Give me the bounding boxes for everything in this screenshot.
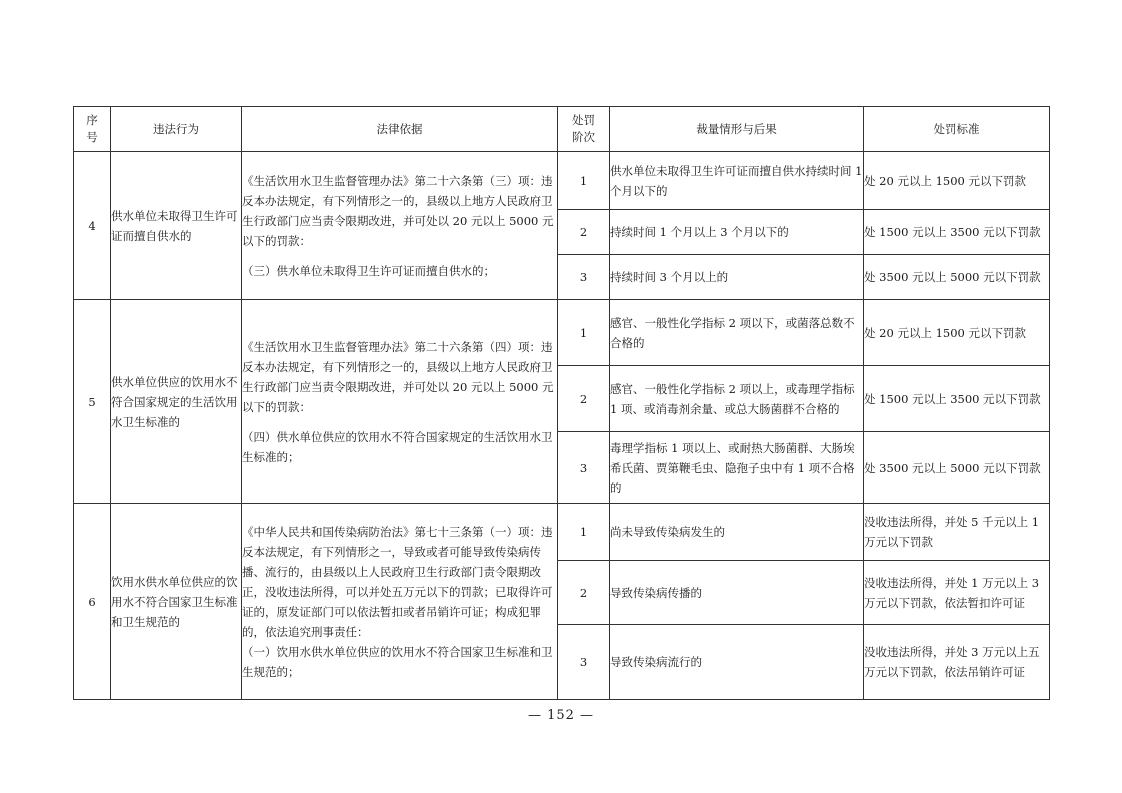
penalty-cell: 处 3500 元以上 5000 元以下罚款 [864, 255, 1050, 300]
penalty-cell: 处 20 元以上 1500 元以下罚款 [864, 152, 1050, 210]
penalty-cell: 没收违法所得，并处 1 万元以上 3 万元以下罚款，依法暂扣许可证 [864, 561, 1050, 625]
legal-basis-cell [242, 504, 558, 700]
circumstance-cell: 感官、一般性化学指标 2 项以下，或菌落总数不合格的 [610, 300, 864, 366]
circumstance-cell: 持续时间 3 个月以上的 [610, 255, 864, 300]
penalty-cell: 处 1500 元以上 3500 元以下罚款 [864, 210, 1050, 255]
header-level: 处罚阶次 [558, 107, 610, 152]
circumstance-cell: 导致传染病流行的 [610, 625, 864, 700]
circumstance-cell: 持续时间 1 个月以上 3 个月以下的 [610, 210, 864, 255]
legal-basis-cell [242, 152, 558, 300]
behavior-cell: 供水单位供应的饮用水不符合国家规定的生活饮用水卫生标准的 [111, 300, 242, 504]
behavior-cell: 饮用水供水单位供应的饮用水不符合国家卫生标准和卫生规范的 [111, 504, 242, 700]
penalty-cell: 处 20 元以上 1500 元以下罚款 [864, 300, 1050, 366]
legal-basis-item: （三）供水单位未取得卫生许可证而擅自供水的； [242, 263, 495, 278]
circumstance-cell: 感官、一般性化学指标 2 项以上，或毒理学指标 1 项、或消毒剂余量、或总大肠菌群不合格的 [610, 366, 864, 432]
level-cell: 3 [558, 255, 610, 300]
behavior-cell: 供水单位未取得卫生许可证而擅自供水的 [111, 152, 242, 300]
legal-basis-main: 《中华人民共和国传染病防治法》第七十三条第（一）项：违反本法规定，有下列情形之一，导致或者可能导致传染病传播、流行的，由县级以上人民政府卫生行政部门责令限期改正，没收违法所得，可以并处五万元以下的罚款；已取得许可证的，原发证部门可以依法暂扣或者吊销许可证；构成犯罪的，依法追究刑事责任： [242, 524, 553, 639]
seq-cell: 4 [74, 152, 111, 300]
penalty-cell: 处 1500 元以上 3500 元以下罚款 [864, 366, 1050, 432]
table-row [74, 300, 1050, 366]
penalty-cell: 没收违法所得，并处 5 千元以上 1 万元以下罚款 [864, 504, 1050, 561]
level-cell: 3 [558, 625, 610, 700]
legal-basis-main: 《生活饮用水卫生监督管理办法》第二十六条第（三）项：违反本办法规定，有下列情形之一的，县级以上地方人民政府卫生行政部门应当责令限期改进，并可处以 20 元以上 5000 元以下的罚款： [242, 173, 554, 248]
level-cell: 1 [558, 300, 610, 366]
circumstance-cell: 导致传染病传播的 [610, 561, 864, 625]
table-row [74, 152, 1050, 210]
circumstance-cell: 尚未导致传染病发生的 [610, 504, 864, 561]
level-cell: 2 [558, 366, 610, 432]
header-row [74, 107, 1050, 152]
legal-basis-item: （四）供水单位供应的饮用水不符合国家规定的生活饮用水卫生标准的； [242, 429, 553, 464]
seq-cell: 5 [74, 300, 111, 504]
header-seq: 序号 [74, 107, 111, 152]
legal-basis-main: 《生活饮用水卫生监督管理办法》第二十六条第（四）项：违反本办法规定，有下列情形之一的，县级以上地方人民政府卫生行政部门应当责令限期改进，并可处以 20 元以上 5000 元以下的罚款： [242, 339, 554, 414]
circumstance-cell: 供水单位未取得卫生许可证而擅自供水持续时间 1 个月以下的 [610, 152, 864, 210]
circumstance-cell: 毒理学指标 1 项以上、或耐热大肠菌群、大肠埃希氏菌、贾第鞭毛虫、隐孢子虫中有 1 项不合格的 [610, 432, 864, 504]
header-behavior: 违法行为 [111, 107, 242, 152]
level-cell: 2 [558, 561, 610, 625]
table-row [74, 504, 1050, 561]
penalty-cell: 处 3500 元以上 5000 元以下罚款 [864, 432, 1050, 504]
seq-cell: 6 [74, 504, 111, 700]
level-cell: 2 [558, 210, 610, 255]
legal-basis-cell [242, 300, 558, 504]
header-legal-basis: 法律依据 [242, 107, 558, 152]
level-cell: 1 [558, 504, 610, 561]
header-penalty: 处罚标准 [864, 107, 1050, 152]
page-number: — 152 — [527, 708, 595, 723]
header-circumstances: 裁量情形与后果 [610, 107, 864, 152]
penalty-cell: 没收违法所得，并处 3 万元以上五万元以下罚款，依法吊销许可证 [864, 625, 1050, 700]
level-cell: 3 [558, 432, 610, 504]
legal-basis-item: （一）饮用水供水单位供应的饮用水不符合国家卫生标准和卫生规范的； [242, 644, 553, 679]
penalty-table [73, 106, 1050, 700]
level-cell: 1 [558, 152, 610, 210]
